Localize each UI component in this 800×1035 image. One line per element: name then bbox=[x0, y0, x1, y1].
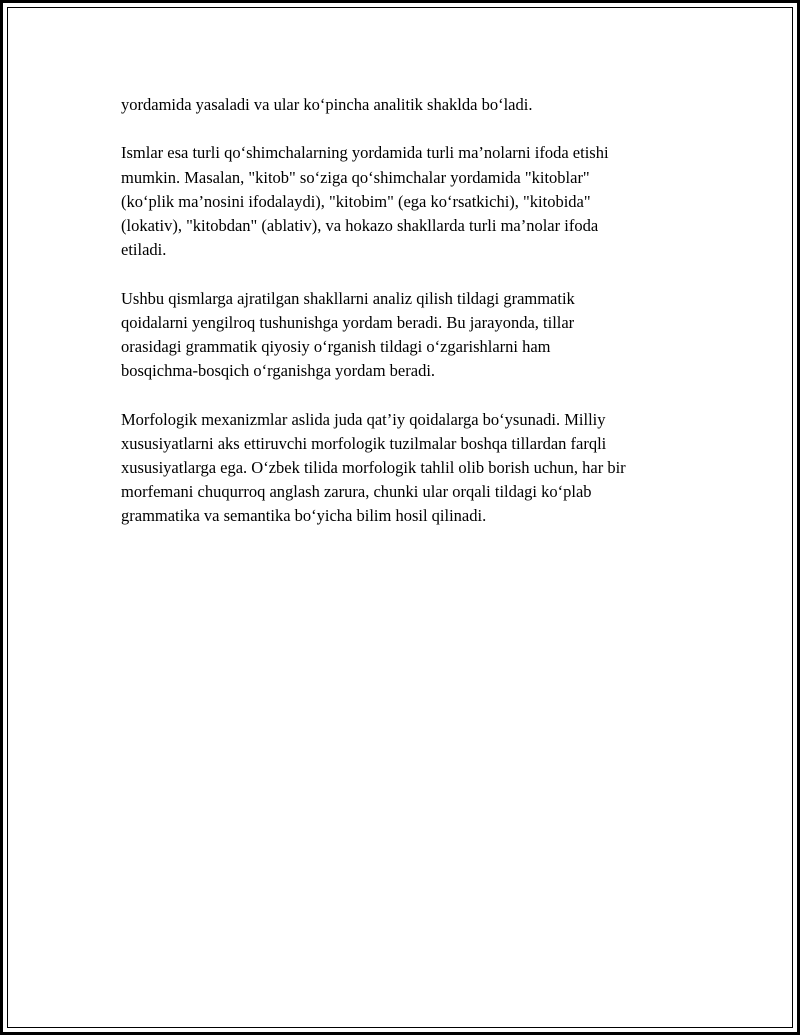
text-line: mumkin. Masalan, "kitob" so‘ziga qo‘shimchalar yordamida "kitoblar" bbox=[121, 167, 590, 187]
paragraph-4 bbox=[121, 408, 701, 529]
text-line: qoidalarni yengilroq tushunishga yordam beradi. Bu jarayonda, tillar bbox=[121, 312, 575, 332]
text-line: (ko‘plik ma’nosini ifodalaydi), "kitobim" (ega ko‘rsatkichi), "kitobida" bbox=[121, 191, 591, 211]
text-line: grammatika va semantika bo‘yicha bilim hosil qilinadi. bbox=[121, 506, 487, 526]
text-line: (lokativ), "kitobdan" (ablativ), va hokazo shakllarda turli ma’nolar ifoda bbox=[121, 216, 599, 235]
text-line: morfemani chuqurroq anglash zarura, chunki ular orqali tildagi ko‘plab bbox=[121, 482, 592, 502]
text-line: yordamida yasaladi va ular ko‘pincha analitik shaklda bo‘ladi. bbox=[121, 95, 533, 114]
paragraph-3 bbox=[121, 287, 701, 384]
text-line: xususiyatlarga ega. O‘zbek tilida morfologik tahlil olib borish uchun, har bir bbox=[121, 458, 626, 477]
text-line: etiladi. bbox=[121, 240, 167, 260]
text-line: Ismlar esa turli qo‘shimchalarning yordamida turli ma’nolarni ifoda etishi bbox=[121, 143, 609, 163]
text-line: xususiyatlarni aks ettiruvchi morfologik tuzilmalar boshqa tillardan farqli bbox=[121, 433, 607, 453]
paragraph-2 bbox=[121, 141, 701, 262]
document-body bbox=[121, 93, 701, 553]
text-line: Morfologik mexanizmlar aslida juda qat’iy qoidalarga bo‘ysunadi. Milliy bbox=[121, 409, 606, 429]
text-line: Ushbu qismlarga ajratilgan shakllarni analiz qilish tildagi grammatik bbox=[121, 288, 575, 308]
text-line: orasidagi grammatik qiyosiy o‘rganish tildagi o‘zgarishlarni ham bbox=[121, 337, 551, 356]
text-line: bosqichma-bosqich o‘rganishga yordam beradi. bbox=[121, 361, 436, 381]
paragraph-1 bbox=[121, 93, 701, 117]
